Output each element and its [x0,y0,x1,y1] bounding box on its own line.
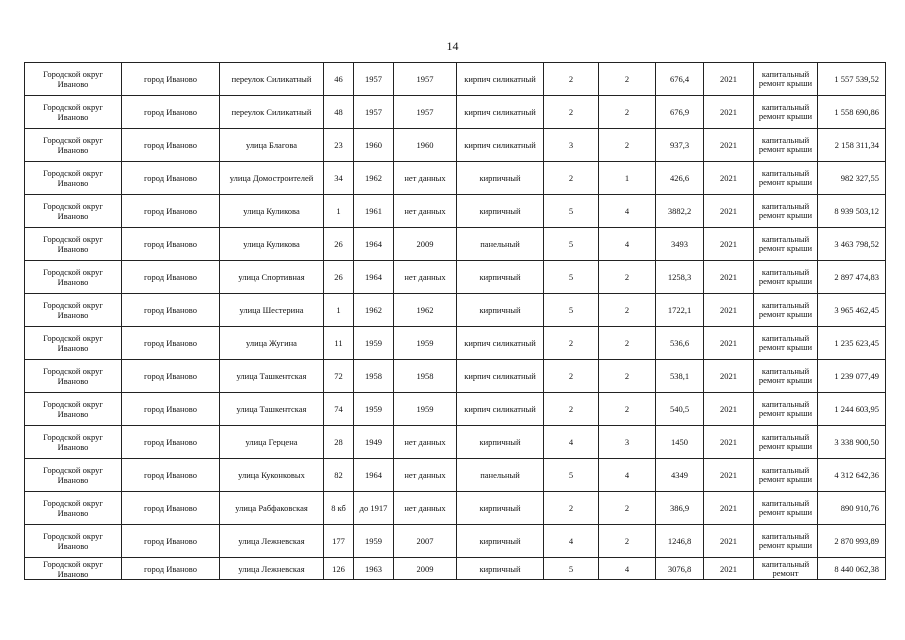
area-cell: 1450 [656,426,704,459]
street-cell: улица Шестерина [220,294,324,327]
municipality-cell: Городской округ Иваново [25,426,122,459]
plan-year-cell: 2021 [704,492,754,525]
house-number-cell: 177 [324,525,354,558]
cost-cell: 1 235 623,45 [818,327,886,360]
cost-cell: 2 158 311,34 [818,129,886,162]
municipality-cell: Городской округ Иваново [25,162,122,195]
wall-material-cell: кирпичный [457,261,544,294]
work-type-cell: капитальный ремонт крыши [754,162,818,195]
street-cell: улица Лежневская [220,525,324,558]
municipality-cell: Городской округ Иваново [25,492,122,525]
settlement-cell: город Иваново [122,492,220,525]
work-type-cell: капитальный ремонт крыши [754,129,818,162]
entrances-cell: 4 [599,558,656,580]
housing-registry-table [24,62,886,580]
settlement-cell: город Иваново [122,360,220,393]
entrances-cell: 1 [599,162,656,195]
entrances-cell: 2 [599,129,656,162]
house-number-cell: 126 [324,558,354,580]
build-year-cell: 1957 [354,63,394,96]
plan-year-cell: 2021 [704,228,754,261]
municipality-cell: Городской округ Иваново [25,63,122,96]
page-number: 14 [446,39,459,53]
table-row [25,327,886,360]
entrances-cell: 3 [599,426,656,459]
renovation-year-cell: нет данных [394,459,457,492]
area-cell: 4349 [656,459,704,492]
renovation-year-cell: нет данных [394,195,457,228]
municipality-cell: Городской округ Иваново [25,327,122,360]
area-cell: 937,3 [656,129,704,162]
work-type-cell: капитальный ремонт крыши [754,327,818,360]
wall-material-cell: кирпичный [457,426,544,459]
renovation-year-cell: нет данных [394,426,457,459]
area-cell: 536,6 [656,327,704,360]
build-year-cell: 1949 [354,426,394,459]
entrances-cell: 2 [599,96,656,129]
municipality-cell: Городской округ Иваново [25,228,122,261]
work-type-cell: капитальный ремонт крыши [754,492,818,525]
municipality-cell: Городской округ Иваново [25,459,122,492]
renovation-year-cell: 1957 [394,63,457,96]
cost-cell: 1 239 077,49 [818,360,886,393]
area-cell: 386,9 [656,492,704,525]
street-cell: улица Куконковых [220,459,324,492]
table-row [25,459,886,492]
cost-cell: 982 327,55 [818,162,886,195]
municipality-cell: Городской округ Иваново [25,525,122,558]
plan-year-cell: 2021 [704,393,754,426]
table-row [25,162,886,195]
table-row [25,195,886,228]
settlement-cell: город Иваново [122,228,220,261]
municipality-cell: Городской округ Иваново [25,360,122,393]
street-cell: улица Благова [220,129,324,162]
area-cell: 1258,3 [656,261,704,294]
build-year-cell: 1961 [354,195,394,228]
cost-cell: 2 870 993,89 [818,525,886,558]
settlement-cell: город Иваново [122,294,220,327]
settlement-cell: город Иваново [122,327,220,360]
cost-cell: 890 910,76 [818,492,886,525]
entrances-cell: 2 [599,393,656,426]
work-type-cell: капитальный ремонт крыши [754,261,818,294]
area-cell: 676,4 [656,63,704,96]
floors-cell: 5 [544,459,599,492]
work-type-cell: капитальный ремонт крыши [754,63,818,96]
renovation-year-cell: 1959 [394,327,457,360]
entrances-cell: 2 [599,360,656,393]
build-year-cell: 1964 [354,261,394,294]
plan-year-cell: 2021 [704,261,754,294]
build-year-cell: 1960 [354,129,394,162]
floors-cell: 5 [544,558,599,580]
plan-year-cell: 2021 [704,162,754,195]
cost-cell: 4 312 642,36 [818,459,886,492]
floors-cell: 2 [544,492,599,525]
wall-material-cell: кирпич силикатный [457,360,544,393]
floors-cell: 4 [544,426,599,459]
area-cell: 540,5 [656,393,704,426]
area-cell: 1246,8 [656,525,704,558]
cost-cell: 3 338 900,50 [818,426,886,459]
table-row [25,261,886,294]
renovation-year-cell: 2009 [394,558,457,580]
plan-year-cell: 2021 [704,525,754,558]
renovation-year-cell: 1962 [394,294,457,327]
renovation-year-cell: 2009 [394,228,457,261]
build-year-cell: 1959 [354,525,394,558]
house-number-cell: 1 [324,294,354,327]
entrances-cell: 2 [599,294,656,327]
municipality-cell: Городской округ Иваново [25,558,122,580]
table-row [25,492,886,525]
cost-cell: 3 463 798,52 [818,228,886,261]
table-row [25,426,886,459]
floors-cell: 4 [544,525,599,558]
settlement-cell: город Иваново [122,63,220,96]
entrances-cell: 4 [599,228,656,261]
street-cell: улица Герцена [220,426,324,459]
settlement-cell: город Иваново [122,459,220,492]
build-year-cell: 1958 [354,360,394,393]
table-row [25,525,886,558]
work-type-cell: капитальный ремонт крыши [754,96,818,129]
settlement-cell: город Иваново [122,129,220,162]
table-row [25,558,886,580]
cost-cell: 1 557 539,52 [818,63,886,96]
municipality-cell: Городской округ Иваново [25,195,122,228]
work-type-cell: капитальный ремонт крыши [754,426,818,459]
build-year-cell: 1963 [354,558,394,580]
plan-year-cell: 2021 [704,96,754,129]
table-row [25,96,886,129]
area-cell: 3076,8 [656,558,704,580]
street-cell: переулок Силикатный [220,96,324,129]
entrances-cell: 2 [599,261,656,294]
area-cell: 538,1 [656,360,704,393]
work-type-cell: капитальный ремонт крыши [754,360,818,393]
wall-material-cell: панельный [457,459,544,492]
build-year-cell: 1959 [354,393,394,426]
floors-cell: 3 [544,129,599,162]
work-type-cell: капитальный ремонт крыши [754,294,818,327]
area-cell: 426,6 [656,162,704,195]
build-year-cell: 1964 [354,459,394,492]
entrances-cell: 2 [599,492,656,525]
entrances-cell: 2 [599,63,656,96]
work-type-cell: капитальный ремонт крыши [754,195,818,228]
house-number-cell: 82 [324,459,354,492]
plan-year-cell: 2021 [704,360,754,393]
street-cell: переулок Силикатный [220,63,324,96]
municipality-cell: Городской округ Иваново [25,96,122,129]
floors-cell: 2 [544,327,599,360]
table-row [25,228,886,261]
wall-material-cell: кирпичный [457,558,544,580]
floors-cell: 2 [544,63,599,96]
street-cell: улица Ташкентская [220,360,324,393]
wall-material-cell: кирпич силикатный [457,63,544,96]
plan-year-cell: 2021 [704,294,754,327]
street-cell: улица Куликова [220,195,324,228]
settlement-cell: город Иваново [122,558,220,580]
floors-cell: 5 [544,294,599,327]
street-cell: улица Ташкентская [220,393,324,426]
plan-year-cell: 2021 [704,327,754,360]
renovation-year-cell: нет данных [394,492,457,525]
house-number-cell: 8 кб [324,492,354,525]
municipality-cell: Городской округ Иваново [25,393,122,426]
settlement-cell: город Иваново [122,195,220,228]
entrances-cell: 2 [599,525,656,558]
house-number-cell: 34 [324,162,354,195]
table-row [25,129,886,162]
street-cell: улица Лежневская [220,558,324,580]
street-cell: улица Рабфаковская [220,492,324,525]
floors-cell: 2 [544,393,599,426]
renovation-year-cell: нет данных [394,261,457,294]
municipality-cell: Городской округ Иваново [25,294,122,327]
settlement-cell: город Иваново [122,525,220,558]
work-type-cell: капитальный ремонт [754,558,818,580]
wall-material-cell: кирпичный [457,294,544,327]
settlement-cell: город Иваново [122,261,220,294]
floors-cell: 2 [544,360,599,393]
work-type-cell: капитальный ремонт крыши [754,228,818,261]
work-type-cell: капитальный ремонт крыши [754,525,818,558]
entrances-cell: 4 [599,459,656,492]
table-row [25,63,886,96]
plan-year-cell: 2021 [704,63,754,96]
table-row [25,294,886,327]
plan-year-cell: 2021 [704,558,754,580]
build-year-cell: 1962 [354,294,394,327]
renovation-year-cell: нет данных [394,162,457,195]
street-cell: улица Жугина [220,327,324,360]
entrances-cell: 4 [599,195,656,228]
house-number-cell: 1 [324,195,354,228]
house-number-cell: 46 [324,63,354,96]
renovation-year-cell: 2007 [394,525,457,558]
street-cell: улица Домостроителей [220,162,324,195]
build-year-cell: 1964 [354,228,394,261]
renovation-year-cell: 1960 [394,129,457,162]
house-number-cell: 72 [324,360,354,393]
build-year-cell: 1957 [354,96,394,129]
build-year-cell: до 1917 [354,492,394,525]
floors-cell: 5 [544,228,599,261]
cost-cell: 1 244 603,95 [818,393,886,426]
house-number-cell: 28 [324,426,354,459]
settlement-cell: город Иваново [122,393,220,426]
entrances-cell: 2 [599,327,656,360]
settlement-cell: город Иваново [122,162,220,195]
floors-cell: 5 [544,261,599,294]
renovation-year-cell: 1959 [394,393,457,426]
wall-material-cell: кирпичный [457,162,544,195]
cost-cell: 2 897 474,83 [818,261,886,294]
build-year-cell: 1962 [354,162,394,195]
renovation-year-cell: 1958 [394,360,457,393]
wall-material-cell: кирпич силикатный [457,96,544,129]
wall-material-cell: панельный [457,228,544,261]
build-year-cell: 1959 [354,327,394,360]
house-number-cell: 26 [324,261,354,294]
table-row [25,393,886,426]
plan-year-cell: 2021 [704,129,754,162]
wall-material-cell: кирпичный [457,195,544,228]
municipality-cell: Городской округ Иваново [25,129,122,162]
floors-cell: 5 [544,195,599,228]
area-cell: 676,9 [656,96,704,129]
house-number-cell: 11 [324,327,354,360]
area-cell: 3882,2 [656,195,704,228]
registry-body [25,63,886,580]
street-cell: улица Спортивная [220,261,324,294]
work-type-cell: капитальный ремонт крыши [754,393,818,426]
wall-material-cell: кирпичный [457,492,544,525]
street-cell: улица Куликова [220,228,324,261]
table-row [25,360,886,393]
work-type-cell: капитальный ремонт крыши [754,459,818,492]
house-number-cell: 74 [324,393,354,426]
house-number-cell: 48 [324,96,354,129]
wall-material-cell: кирпичный [457,525,544,558]
cost-cell: 8 440 062,38 [818,558,886,580]
wall-material-cell: кирпич силикатный [457,129,544,162]
area-cell: 1722,1 [656,294,704,327]
plan-year-cell: 2021 [704,195,754,228]
cost-cell: 1 558 690,86 [818,96,886,129]
area-cell: 3493 [656,228,704,261]
house-number-cell: 23 [324,129,354,162]
settlement-cell: город Иваново [122,426,220,459]
settlement-cell: город Иваново [122,96,220,129]
cost-cell: 3 965 462,45 [818,294,886,327]
renovation-year-cell: 1957 [394,96,457,129]
floors-cell: 2 [544,96,599,129]
plan-year-cell: 2021 [704,426,754,459]
wall-material-cell: кирпич силикатный [457,327,544,360]
cost-cell: 8 939 503,12 [818,195,886,228]
house-number-cell: 26 [324,228,354,261]
plan-year-cell: 2021 [704,459,754,492]
municipality-cell: Городской округ Иваново [25,261,122,294]
floors-cell: 2 [544,162,599,195]
wall-material-cell: кирпич силикатный [457,393,544,426]
